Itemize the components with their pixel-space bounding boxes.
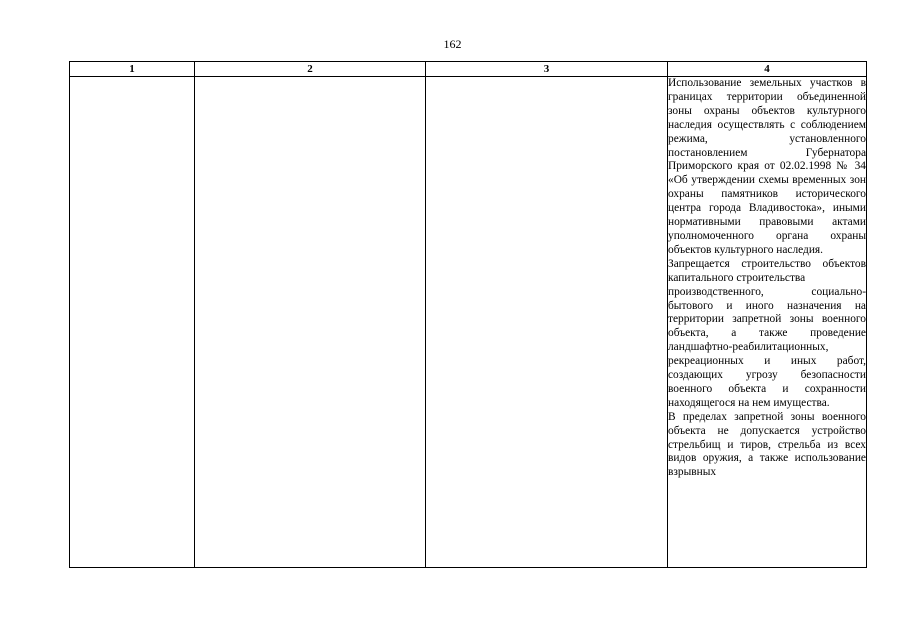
column-header-2: 2 <box>195 62 426 77</box>
column-header-4: 4 <box>668 62 867 77</box>
cell-column-3 <box>426 77 668 568</box>
document-table <box>69 61 867 568</box>
table-header-row <box>70 62 867 77</box>
cell-column-2 <box>195 77 426 568</box>
cell-column-4 <box>668 77 867 568</box>
paragraph-threat-works: рекреационных и иных работ, создающих угрозу безопасности военного объекта и сохранности находящегося на нем имущества. <box>668 355 866 409</box>
page-number: 162 <box>443 37 462 51</box>
column-header-3: 3 <box>426 62 668 77</box>
column-header-1: 1 <box>70 62 195 77</box>
cell-column-1 <box>70 77 195 568</box>
paragraph-construction-ban: Запрещается строительство объектов капитального строительства <box>668 257 866 284</box>
paragraph-purpose-list: производственного, социально-бытового и иного назначения на территории запретной зоны военного объекта, а также проведение ландшафтно-реабилитационных, <box>668 285 866 354</box>
table-row <box>70 77 867 568</box>
paragraph-land-use: Использование земельных участков в границах территории объединенной зоны охраны объектов культурного наследия осуществлять с соблюдением режима, установленного постановлением Губернатора Приморского края от 02.02.1998 № 34 «Об утверждении схемы временных зон охраны памятников исторического центра города Владивостока», иными нормативными правовыми актами уполномоченного органа охраны объектов культурного наследия. <box>668 77 866 256</box>
paragraph-shooting-ban: В пределах запретной зоны военного объекта не допускается устройство стрельбищ и тиров, стрельба из всех видов оружия, а также использование взрывных <box>668 410 866 479</box>
